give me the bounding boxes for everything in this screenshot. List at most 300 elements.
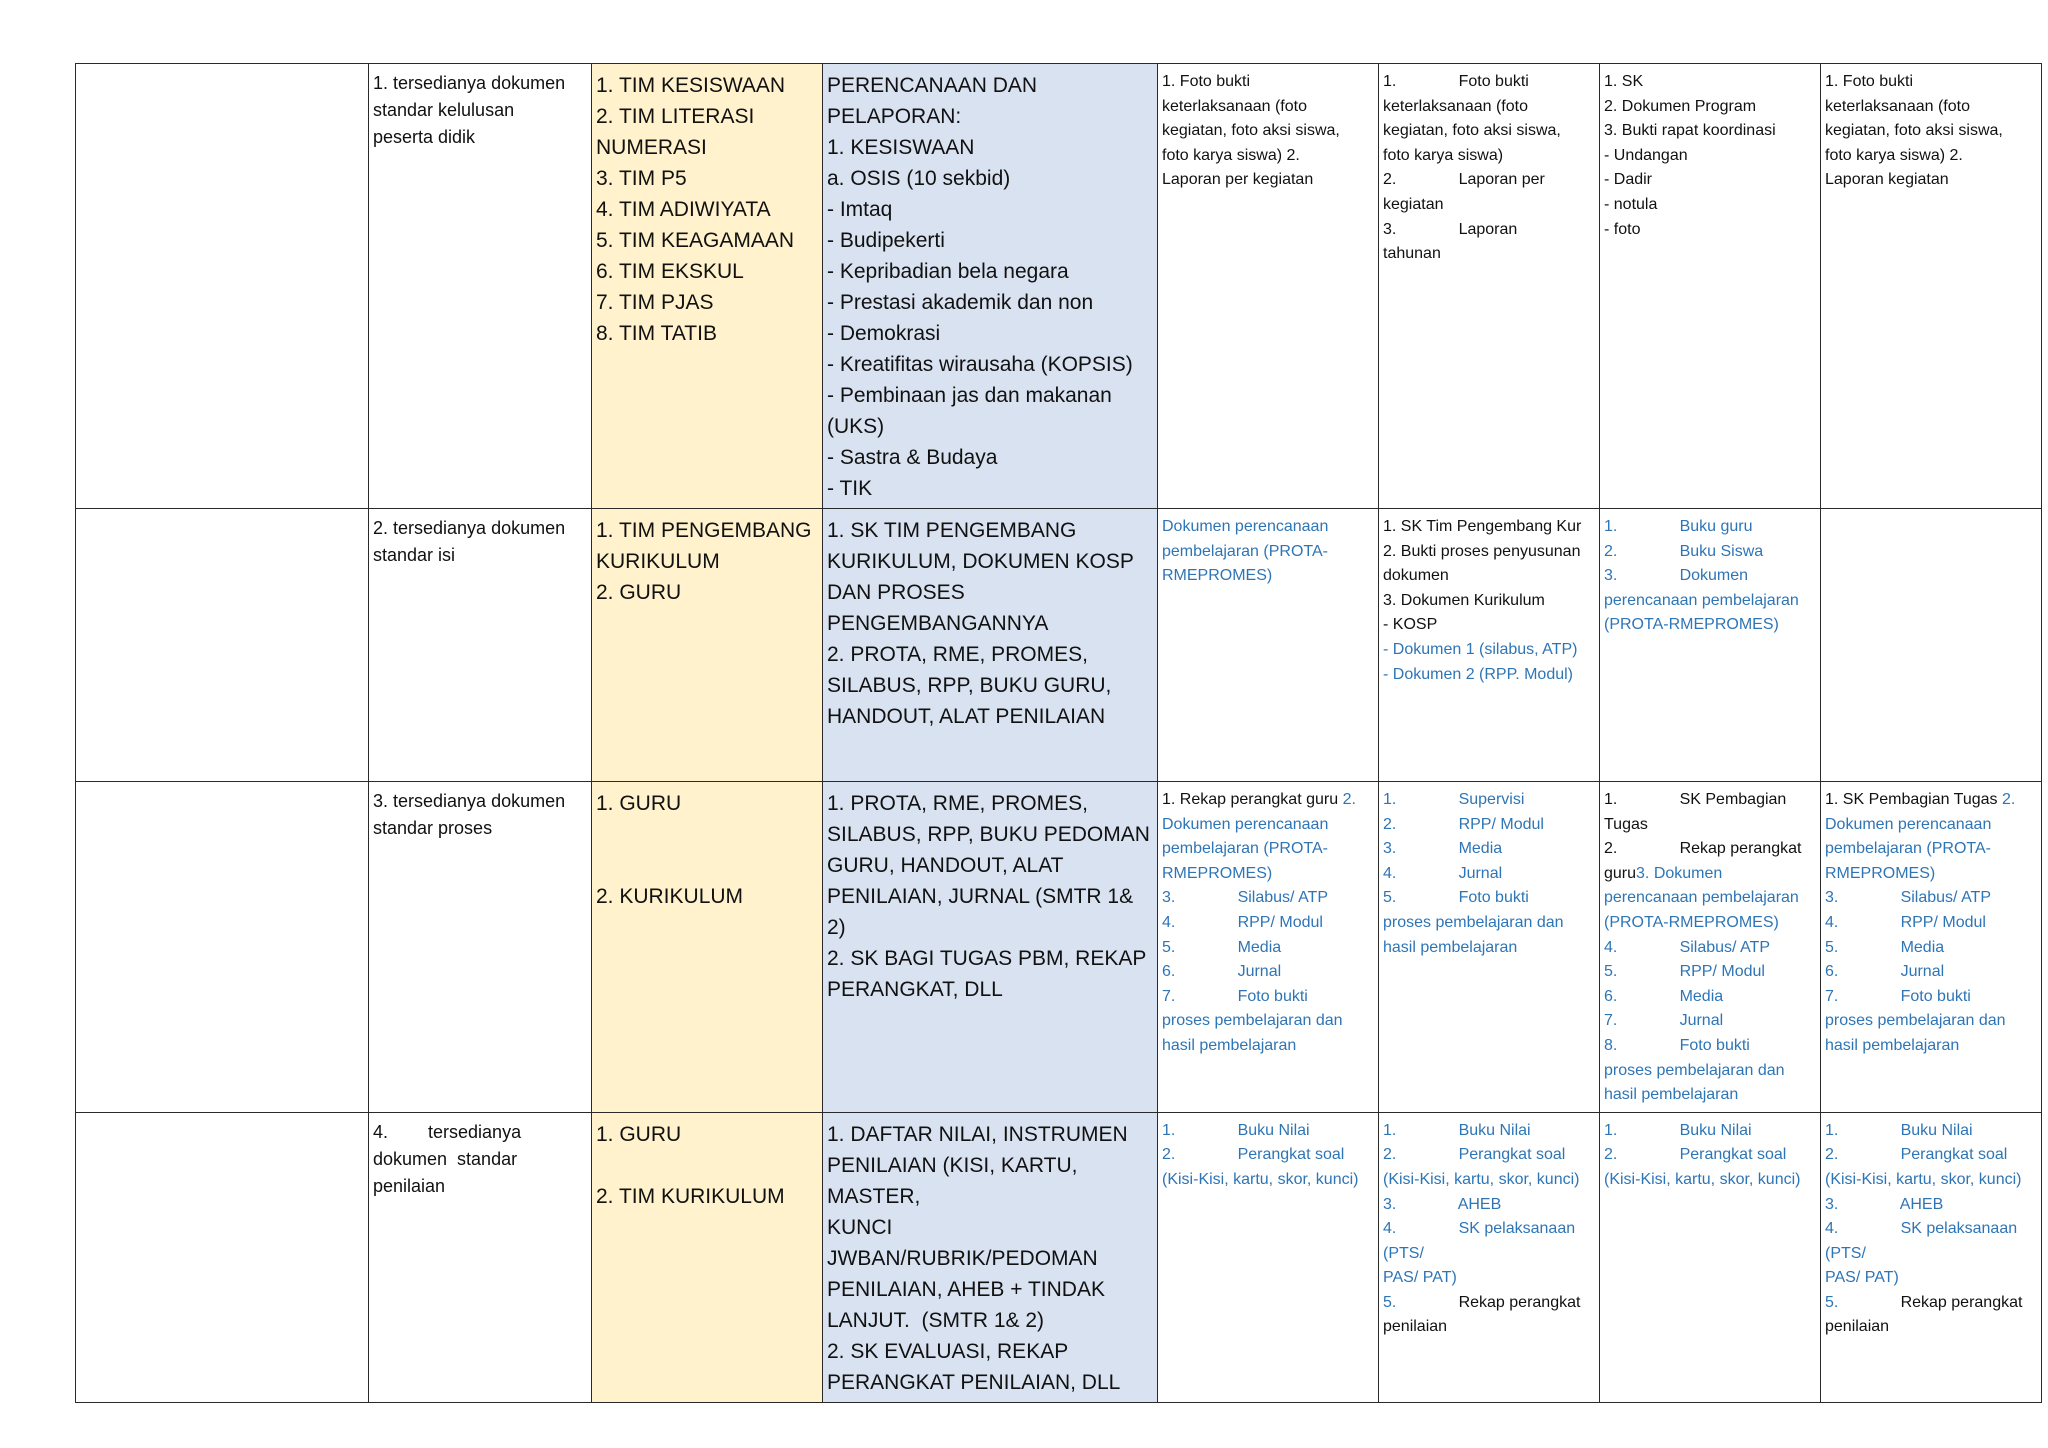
cell-line <box>1383 540 1595 565</box>
cell-text: penilaian <box>1825 1318 1890 1336</box>
evidence-cell-2 <box>1379 509 1600 782</box>
cell-line: KUNCI JWBAN/RUBRIK/PEDOMAN <box>827 1215 1098 1270</box>
cell-text: 2. Dokumen Program <box>1604 97 1757 115</box>
cell-text: 3. Media <box>1383 840 1503 858</box>
cell-line <box>1825 960 2037 985</box>
evidence-cell-4 <box>1821 64 2042 509</box>
cell-line <box>1604 813 1816 838</box>
evidence-cell-3 <box>1600 782 1821 1113</box>
cell-line: 1. PROTA, RME, PROMES, <box>827 792 1088 815</box>
cell-line <box>1825 1193 2037 1218</box>
empty-cell <box>76 782 369 1113</box>
cell-text: 5. <box>1825 1293 1839 1311</box>
cell-line <box>1383 564 1595 589</box>
cell-line: 1. TIM PENGEMBANG <box>596 519 812 542</box>
cell-text: keterlaksanaan (foto <box>1383 97 1528 115</box>
cell-line <box>1604 564 1816 589</box>
cell-text-tail: Rekap perangkat <box>1838 1293 2023 1311</box>
cell-text: proses pembelajaran dan <box>1604 1061 1785 1079</box>
cell-line: PENILAIAN, JURNAL (SMTR 1& 2) <box>827 885 1139 939</box>
cell-line: 1. GURU <box>596 1122 682 1146</box>
cell-line <box>1604 515 1816 540</box>
cell-line <box>1162 540 1374 565</box>
cell-text: 7. Jurnal <box>1604 1012 1724 1030</box>
cell-line <box>1383 218 1595 243</box>
cell-text: 2. RPP/ Modul <box>1383 815 1544 833</box>
cell-line: dokumen standar <box>373 1148 518 1169</box>
cell-text: 7. Foto bukti <box>1825 987 1971 1005</box>
cell-text: (Kisi-Kisi, kartu, skor, kunci) <box>1383 1170 1580 1188</box>
cell-text: RMEPROMES) <box>1162 567 1273 585</box>
cell-line <box>1825 985 2037 1010</box>
cell-text: PAS/ PAT) <box>1383 1269 1457 1287</box>
cell-line: 1. SK TIM PENGEMBANG <box>827 519 1077 542</box>
cell-text: keterlaksanaan (foto <box>1825 97 1970 115</box>
cell-line <box>1604 540 1816 565</box>
cell-line: PENILAIAN, AHEB + TINDAK <box>827 1277 1105 1301</box>
cell-line <box>1162 1143 1374 1168</box>
cell-text: 1. Buku Nilai <box>1604 1121 1752 1139</box>
cell-text: 6. Media <box>1604 987 1724 1005</box>
cell-line: 1. KESISWAAN <box>827 136 975 159</box>
cell-line <box>1383 1217 1595 1242</box>
table-row-proses <box>76 782 2042 1113</box>
cell-text: pembelajaran (PROTA- <box>1825 840 1991 858</box>
standards-table <box>75 63 2042 1403</box>
cell-line <box>1383 144 1595 169</box>
indicator-cell <box>369 1112 592 1402</box>
cell-line <box>1383 1168 1595 1193</box>
cell-line <box>1383 813 1595 838</box>
cell-line <box>1825 1119 2037 1144</box>
cell-line <box>1604 788 1816 813</box>
cell-line: 2. tersedianya dokumen <box>373 518 566 538</box>
cell-text: 1. SK <box>1604 73 1644 90</box>
cell-line <box>1604 613 1816 638</box>
cell-line: 3. tersedianya dokumen <box>373 791 566 811</box>
cell-text: 7. Foto bukti <box>1162 987 1308 1005</box>
cell-line: - Demokrasi <box>827 322 941 345</box>
cell-line <box>1825 936 2037 961</box>
evidence-cell-3 <box>1600 509 1821 782</box>
cell-text: 2. Rekap perangkat <box>1604 840 1802 858</box>
cell-text: 6. Jurnal <box>1162 963 1282 981</box>
cell-line <box>1383 886 1595 911</box>
cell-line <box>1825 886 2037 911</box>
cell-line: 2. TIM LITERASI <box>596 105 755 128</box>
cell-line <box>1383 242 1595 267</box>
cell-line <box>1162 564 1374 589</box>
cell-line <box>1383 911 1595 936</box>
cell-line <box>1383 1315 1595 1340</box>
cell-line <box>1162 1009 1374 1034</box>
indicator-cell <box>369 509 592 782</box>
cell-text: proses pembelajaran dan <box>1162 1012 1343 1030</box>
cell-line: KURIKULUM <box>596 550 720 573</box>
cell-text: proses pembelajaran dan <box>1825 1012 2006 1030</box>
cell-line <box>1604 193 1816 218</box>
cell-line <box>1825 1315 2037 1340</box>
cell-text: kegiatan, foto aksi siswa, <box>1162 122 1340 140</box>
cell-text: 4. RPP/ Modul <box>1162 913 1323 931</box>
cell-text: kegiatan, foto aksi siswa, <box>1825 122 2003 140</box>
cell-line <box>596 819 818 850</box>
cell-line: 6. TIM EKSKUL <box>596 260 744 283</box>
cell-line <box>1383 1143 1595 1168</box>
cell-text: hasil pembelajaran <box>1162 1036 1297 1054</box>
cell-line: NUMERASI <box>596 136 707 159</box>
cell-line <box>1383 788 1595 813</box>
cell-line <box>1162 119 1374 144</box>
cell-line: 1. DAFTAR NILAI, INSTRUMEN <box>827 1122 1128 1146</box>
cell-text: (Kisi-Kisi, kartu, skor, kunci) <box>1825 1170 2022 1188</box>
cell-text: Laporan per kegiatan <box>1162 171 1314 189</box>
cell-line <box>1383 589 1595 614</box>
table-row-kelulusan <box>76 64 2042 509</box>
cell-line: - Pembinaan jas dan makanan <box>827 384 1112 407</box>
cell-line <box>1383 837 1595 862</box>
cell-text: - Undangan <box>1604 146 1688 164</box>
documents-cell <box>823 509 1158 782</box>
cell-line <box>1383 1266 1595 1291</box>
cell-text: 1. SK Pembagian <box>1604 791 1787 808</box>
cell-text: 1. SK Tim Pengembang Kur <box>1383 518 1582 535</box>
cell-line <box>1604 1009 1816 1034</box>
cell-line <box>1383 638 1595 663</box>
cell-text: 1. Buku Nilai <box>1825 1121 1973 1139</box>
cell-text: dokumen <box>1383 567 1449 585</box>
cell-line: HANDOUT, ALAT PENILAIAN <box>827 705 1106 728</box>
cell-line: standar kelulusan <box>373 100 515 120</box>
cell-line: PERENCANAAN DAN PELAPORAN: <box>827 74 1043 128</box>
cell-line <box>1383 936 1595 961</box>
cell-line <box>1825 70 2037 95</box>
cell-line <box>596 850 818 881</box>
cell-text: kegiatan <box>1383 195 1444 213</box>
cell-text: - KOSP <box>1383 616 1438 634</box>
cell-line <box>1162 788 1374 813</box>
cell-line <box>1604 960 1816 985</box>
cell-line: 3. TIM P5 <box>596 167 687 190</box>
teams-cell <box>592 64 823 509</box>
cell-text: hasil pembelajaran <box>1604 1086 1739 1104</box>
cell-line: 2. GURU <box>596 581 682 604</box>
cell-line <box>1604 1083 1816 1108</box>
cell-line <box>1162 1034 1374 1059</box>
cell-text: RMEPROMES) <box>1825 864 1936 882</box>
cell-line <box>1383 515 1595 540</box>
cell-line <box>1825 1266 2037 1291</box>
cell-line: standar isi <box>373 545 456 565</box>
cell-line: a. OSIS (10 sekbid) <box>827 167 1011 190</box>
cell-line: PERANGKAT, DLL <box>827 978 1003 1001</box>
evidence-cell-4 <box>1821 1112 2042 1402</box>
teams-cell <box>592 1112 823 1402</box>
cell-line <box>1383 1291 1595 1316</box>
cell-text-tail: 2. <box>1342 791 1356 808</box>
cell-line <box>1604 936 1816 961</box>
cell-line: - Kepribadian bela negara <box>827 260 1069 283</box>
cell-line <box>1825 1217 2037 1242</box>
cell-text: 4. SK pelaksanaan <box>1825 1220 2018 1238</box>
cell-text: 3. Silabus/ ATP <box>1162 889 1328 907</box>
cell-line: PENILAIAN (KISI, KARTU, MASTER, <box>827 1153 1084 1208</box>
documents-cell <box>823 64 1158 509</box>
teams-cell <box>592 782 823 1113</box>
cell-text-tail: 2. <box>2002 791 2016 808</box>
cell-line: peserta didik <box>373 127 476 147</box>
cell-text: 2. Laporan per <box>1383 171 1545 189</box>
cell-text: (PTS/ <box>1383 1244 1424 1262</box>
cell-text: (Kisi-Kisi, kartu, skor, kunci) <box>1604 1170 1801 1188</box>
cell-line <box>1604 1034 1816 1059</box>
cell-line <box>1604 911 1816 936</box>
cell-line <box>1162 1119 1374 1144</box>
cell-line <box>1604 70 1816 95</box>
evidence-cell-1 <box>1158 509 1379 782</box>
cell-line <box>1604 1119 1816 1144</box>
cell-line <box>1825 119 2037 144</box>
cell-line: - TIK <box>827 477 873 500</box>
cell-line: penilaian <box>373 1175 446 1196</box>
cell-line: - Kreatifitas wirausaha (KOPSIS) <box>827 353 1133 376</box>
cell-text: perencanaan pembelajaran <box>1604 591 1799 609</box>
cell-text: hasil pembelajaran <box>1383 938 1518 956</box>
cell-text: 1. Supervisi <box>1383 791 1525 808</box>
cell-text: 3. Dokumen <box>1604 567 1749 585</box>
cell-text: 3. Silabus/ ATP <box>1825 889 1991 907</box>
cell-line <box>1162 985 1374 1010</box>
cell-line <box>1825 1291 2037 1316</box>
cell-line <box>1825 1168 2037 1193</box>
evidence-cell-4 <box>1821 782 2042 1113</box>
cell-text: 8. Foto bukti <box>1604 1036 1750 1054</box>
cell-text: - Dokumen 2 (RPP. Modul) <box>1383 665 1573 683</box>
table-row-penilaian <box>76 1112 2042 1402</box>
cell-text: foto karya siswa) 2. <box>1162 146 1300 164</box>
cell-text: 1. Foto bukti <box>1825 73 1914 90</box>
cell-line <box>1825 788 2037 813</box>
cell-text: 5. <box>1383 1293 1397 1311</box>
cell-line <box>1825 95 2037 120</box>
cell-line <box>1604 218 1816 243</box>
evidence-cell-4 <box>1821 509 2042 782</box>
cell-line <box>1162 911 1374 936</box>
cell-text: 1. Buku Nilai <box>1162 1121 1310 1139</box>
cell-line: KURIKULUM, DOKUMEN KOSP <box>827 550 1134 573</box>
evidence-cell-2 <box>1379 782 1600 1113</box>
cell-text: foto karya siswa) <box>1383 146 1504 164</box>
cell-line: 1. tersedianya dokumen <box>373 73 566 93</box>
cell-line: 5. TIM KEAGAMAAN <box>596 229 794 252</box>
cell-text: 2. Perangkat soal <box>1383 1146 1566 1164</box>
cell-line: SILABUS, RPP, BUKU GURU, <box>827 674 1112 697</box>
cell-text: pembelajaran (PROTA- <box>1162 840 1328 858</box>
cell-line <box>596 1150 818 1181</box>
cell-text: (PROTA-RMEPROMES) <box>1604 913 1779 931</box>
cell-text: (Kisi-Kisi, kartu, skor, kunci) <box>1162 1170 1359 1188</box>
cell-text: penilaian <box>1383 1318 1448 1336</box>
cell-text: - Dadir <box>1604 171 1653 189</box>
cell-line: 7. TIM PJAS <box>596 291 714 314</box>
empty-cell <box>76 64 369 509</box>
cell-line: 2. KURIKULUM <box>596 885 744 908</box>
cell-text: Dokumen perencanaan <box>1162 518 1329 535</box>
cell-line <box>1604 95 1816 120</box>
cell-text: Laporan kegiatan <box>1825 171 1949 189</box>
cell-line <box>1604 1168 1816 1193</box>
cell-line <box>1383 119 1595 144</box>
cell-line <box>1604 168 1816 193</box>
cell-line: 1. TIM KESISWAAN <box>596 74 786 97</box>
cell-line <box>1825 168 2037 193</box>
cell-line <box>1825 1143 2037 1168</box>
cell-text: 4. RPP/ Modul <box>1825 913 1986 931</box>
cell-line <box>1383 168 1595 193</box>
cell-text: Dokumen perencanaan <box>1825 815 1992 833</box>
cell-line <box>1383 862 1595 887</box>
cell-line <box>1604 119 1816 144</box>
cell-line: 4. tersedianya <box>373 1121 522 1142</box>
cell-text: 5. Media <box>1162 938 1282 956</box>
cell-text: 4. SK pelaksanaan <box>1383 1220 1576 1238</box>
cell-text: - foto <box>1604 220 1641 238</box>
cell-line: PERANGKAT PENILAIAN, DLL <box>827 1370 1121 1394</box>
cell-line <box>1825 837 2037 862</box>
cell-line <box>1604 837 1816 862</box>
cell-line <box>1825 1009 2037 1034</box>
cell-line: GURU, HANDOUT, ALAT <box>827 854 1064 877</box>
cell-text: 3. AHEB <box>1825 1195 1944 1213</box>
cell-text: guru <box>1604 864 1637 882</box>
cell-line <box>1825 813 2037 838</box>
cell-text: 1. Foto bukti <box>1383 73 1529 90</box>
documents-cell <box>823 782 1158 1113</box>
cell-line: 8. TIM TATIB <box>596 322 717 345</box>
cell-text: 2. Perangkat soal <box>1825 1146 2008 1164</box>
cell-text: 1. Rekap perangkat guru <box>1162 791 1343 808</box>
cell-line <box>1383 193 1595 218</box>
cell-text: - notula <box>1604 195 1658 213</box>
cell-text: - Dokumen 1 (silabus, ATP) <box>1383 640 1578 658</box>
cell-line <box>1825 1034 2037 1059</box>
cell-line <box>1825 911 2037 936</box>
cell-line: PENGEMBANGANNYA <box>827 612 1049 635</box>
evidence-cell-1 <box>1158 782 1379 1113</box>
cell-line <box>1383 95 1595 120</box>
cell-line <box>1162 936 1374 961</box>
cell-line <box>1825 1242 2037 1267</box>
cell-line: 2. TIM KURIKULUM <box>596 1184 785 1208</box>
cell-line <box>1825 144 2037 169</box>
cell-line <box>1604 985 1816 1010</box>
cell-text: perencanaan pembelajaran <box>1604 889 1799 907</box>
cell-text-tail: 3. Dokumen <box>1636 864 1723 882</box>
cell-text: 3. Dokumen Kurikulum <box>1383 591 1545 609</box>
cell-line <box>1162 837 1374 862</box>
cell-text: proses pembelajaran dan <box>1383 913 1564 931</box>
table-row-isi <box>76 509 2042 782</box>
evidence-cell-2 <box>1379 1112 1600 1402</box>
cell-text: 1. Buku guru <box>1604 518 1753 535</box>
indicator-cell <box>369 782 592 1113</box>
cell-line: 2. SK EVALUASI, REKAP <box>827 1339 1069 1363</box>
evidence-cell-1 <box>1158 1112 1379 1402</box>
cell-text: (PTS/ <box>1825 1244 1866 1262</box>
cell-text: 2. Perangkat soal <box>1162 1146 1345 1164</box>
cell-text: RMEPROMES) <box>1162 864 1273 882</box>
cell-line: DAN PROSES <box>827 581 965 604</box>
cell-line: 4. TIM ADIWIYATA <box>596 198 771 221</box>
cell-text: 1. SK Pembagian Tugas <box>1825 791 2002 808</box>
cell-line <box>1604 1059 1816 1084</box>
empty-cell <box>76 509 369 782</box>
cell-line <box>1162 886 1374 911</box>
cell-text: 3. Bukti rapat koordinasi <box>1604 122 1776 140</box>
cell-text: 5. Media <box>1825 938 1945 956</box>
cell-line <box>1604 1143 1816 1168</box>
cell-line <box>1162 168 1374 193</box>
cell-line <box>1162 960 1374 985</box>
cell-line: 2. PROTA, RME, PROMES, <box>827 643 1088 666</box>
cell-line <box>1383 663 1595 688</box>
cell-line <box>1383 1193 1595 1218</box>
cell-text: pembelajaran (PROTA- <box>1162 542 1328 560</box>
cell-line <box>1162 862 1374 887</box>
cell-line: - Budipekerti <box>827 229 945 252</box>
cell-line <box>1162 813 1374 838</box>
cell-text: 4. Silabus/ ATP <box>1604 938 1770 956</box>
cell-text: (PROTA-RMEPROMES) <box>1604 616 1779 634</box>
cell-line <box>1604 144 1816 169</box>
cell-text: 4. Jurnal <box>1383 864 1503 882</box>
cell-text: hasil pembelajaran <box>1825 1036 1960 1054</box>
cell-line: SILABUS, RPP, BUKU PEDOMAN <box>827 823 1150 846</box>
cell-line: 1. GURU <box>596 792 682 815</box>
cell-line: - Imtaq <box>827 198 893 221</box>
cell-text: 2. Perangkat soal <box>1604 1146 1787 1164</box>
cell-text: foto karya siswa) 2. <box>1825 146 1963 164</box>
evidence-cell-3 <box>1600 64 1821 509</box>
cell-line <box>1825 862 2037 887</box>
cell-text: tahunan <box>1383 245 1441 263</box>
cell-line: (UKS) <box>827 415 885 438</box>
cell-text: kegiatan, foto aksi siswa, <box>1383 122 1561 140</box>
cell-line: - Prestasi akademik dan non <box>827 291 1094 314</box>
cell-text: keterlaksanaan (foto <box>1162 97 1307 115</box>
cell-text: 1. Foto bukti <box>1162 73 1251 90</box>
cell-text: Dokumen perencanaan <box>1162 815 1329 833</box>
cell-line <box>1604 589 1816 614</box>
cell-line <box>1604 886 1816 911</box>
cell-line <box>1162 515 1374 540</box>
cell-text: 3. AHEB <box>1383 1195 1502 1213</box>
cell-text-tail: Rekap perangkat <box>1396 1293 1581 1311</box>
cell-line: - Sastra & Budaya <box>827 446 998 469</box>
cell-line <box>1604 862 1816 887</box>
cell-line: standar proses <box>373 818 493 838</box>
cell-line <box>1162 95 1374 120</box>
evidence-cell-2 <box>1379 64 1600 509</box>
evidence-cell-3 <box>1600 1112 1821 1402</box>
cell-line <box>1383 613 1595 638</box>
cell-line <box>1162 70 1374 95</box>
cell-text: 2. Buku Siswa <box>1604 542 1764 560</box>
cell-text: 1. Buku Nilai <box>1383 1121 1531 1139</box>
cell-line <box>1383 1119 1595 1144</box>
cell-line: 2. SK BAGI TUGAS PBM, REKAP <box>827 947 1147 970</box>
documents-cell <box>823 1112 1158 1402</box>
